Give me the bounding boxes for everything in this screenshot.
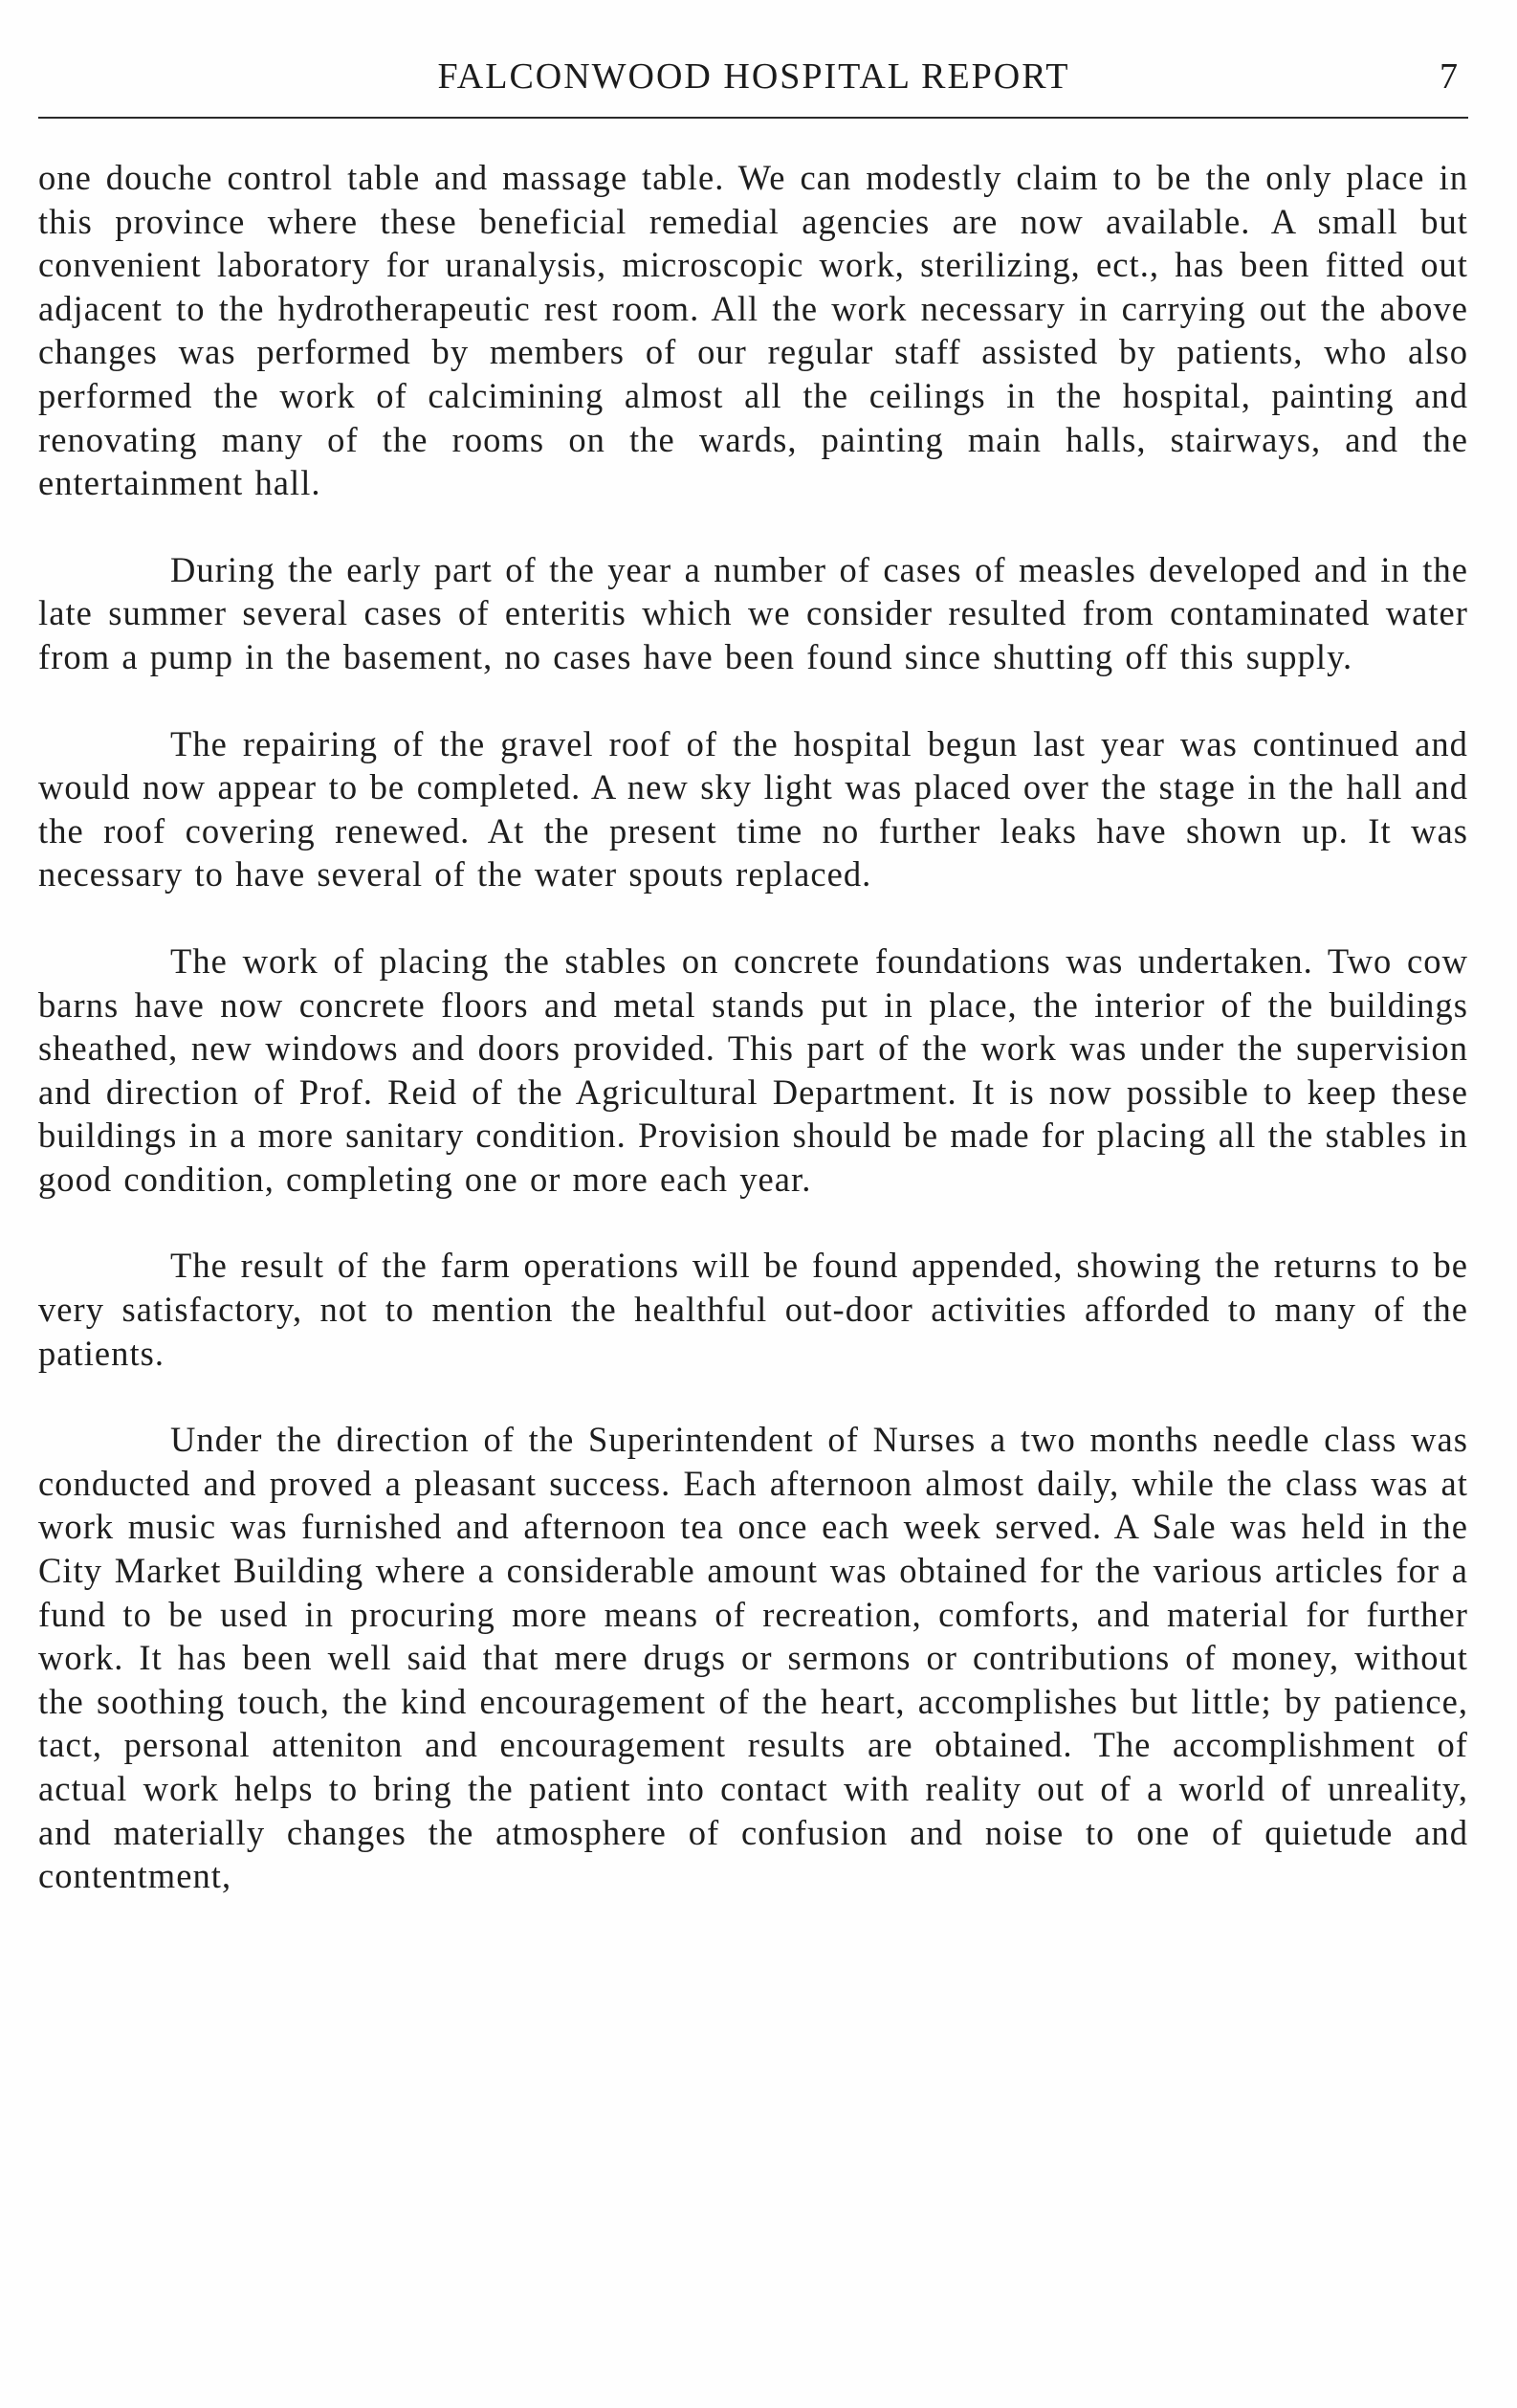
report-title: FALCONWOOD HOSPITAL REPORT bbox=[437, 56, 1070, 97]
paragraph-farm-operations: The result of the farm operations will be found appended, showing the returns to be very satisfactory, not to mention the healthful out-door activities afforded to many of the patients. bbox=[38, 1246, 1468, 1373]
running-header bbox=[38, 55, 1469, 113]
paragraph-stables: The work of placing the stables on concrete foundations was undertaken. Two cow barns have now concrete floors and metal stands put in place, the interior of the buildings sheathed, new windows and doors provided. This part of the work was under the supervision and direction of Prof. Reid of the Agricultural Department. It is now possible to keep these buildings in a more sanitary condition. Provision should be made for placing all the stables in good condition, completing one or more each year. bbox=[38, 940, 1468, 1199]
paragraph-facilities: one douche control table and massage table. We can modestly claim to be the only place in this province where these beneficial remedial agencies are now available. A small but convenient laboratory for uranalysis, microscopic work, sterilizing, ect., has been fitted out adjacent to the hydrotherapeutic rest room. All the work necessary in carrying out the above changes was performed by members of our regular staff assisted by patients, who also performed the work of calcimining almost all the ceilings in the hospital, painting and renovating many of the rooms on the wards, painting main halls, stairways, and the entertainment hall. bbox=[38, 158, 1468, 503]
paragraph-needle-class: Under the direction of the Superintendent of Nurses a two months needle class was conducted and proved a pleasant success. Each afternoon almost daily, while the class was at work music was furnished and afternoon tea once each week served. A Sale was held in the City Market Building where a considerable amount was obtained for the various articles for a fund to be used in procuring more means of recreation, comforts, and material for further work. It has been well said that mere drugs or sermons or contributions of money, without the soothing touch, the kind encouragement of the heart, accomplishes but little; by patience, tact, personal atteniton and encouragement results are obtained. The accomplishment of actual work helps to bring the patient into contact with reality out of a world of unreality, and materially changes the atmosphere of confusion and noise to one of quietude and contentment, bbox=[38, 1420, 1468, 1896]
paragraph-illness: During the early part of the year a number of cases of measles developed and in the late summer several cases of enteritis which we consider resulted from contaminated water from a pump in the basement, no cases have been found since shutting off this supply. bbox=[38, 549, 1468, 676]
page-number: 7 bbox=[1440, 56, 1458, 97]
header-rule bbox=[38, 117, 1468, 119]
paragraph-roof-repairs: The repairing of the gravel roof of the hospital begun last year was continued and would now appear to be completed. A new sky light was placed over the stage in the hall and the roof covering renewed. At the present time no further leaks have shown up. It was necessary to have several of the water spouts replaced. bbox=[38, 723, 1468, 895]
report-body bbox=[38, 156, 1468, 1898]
